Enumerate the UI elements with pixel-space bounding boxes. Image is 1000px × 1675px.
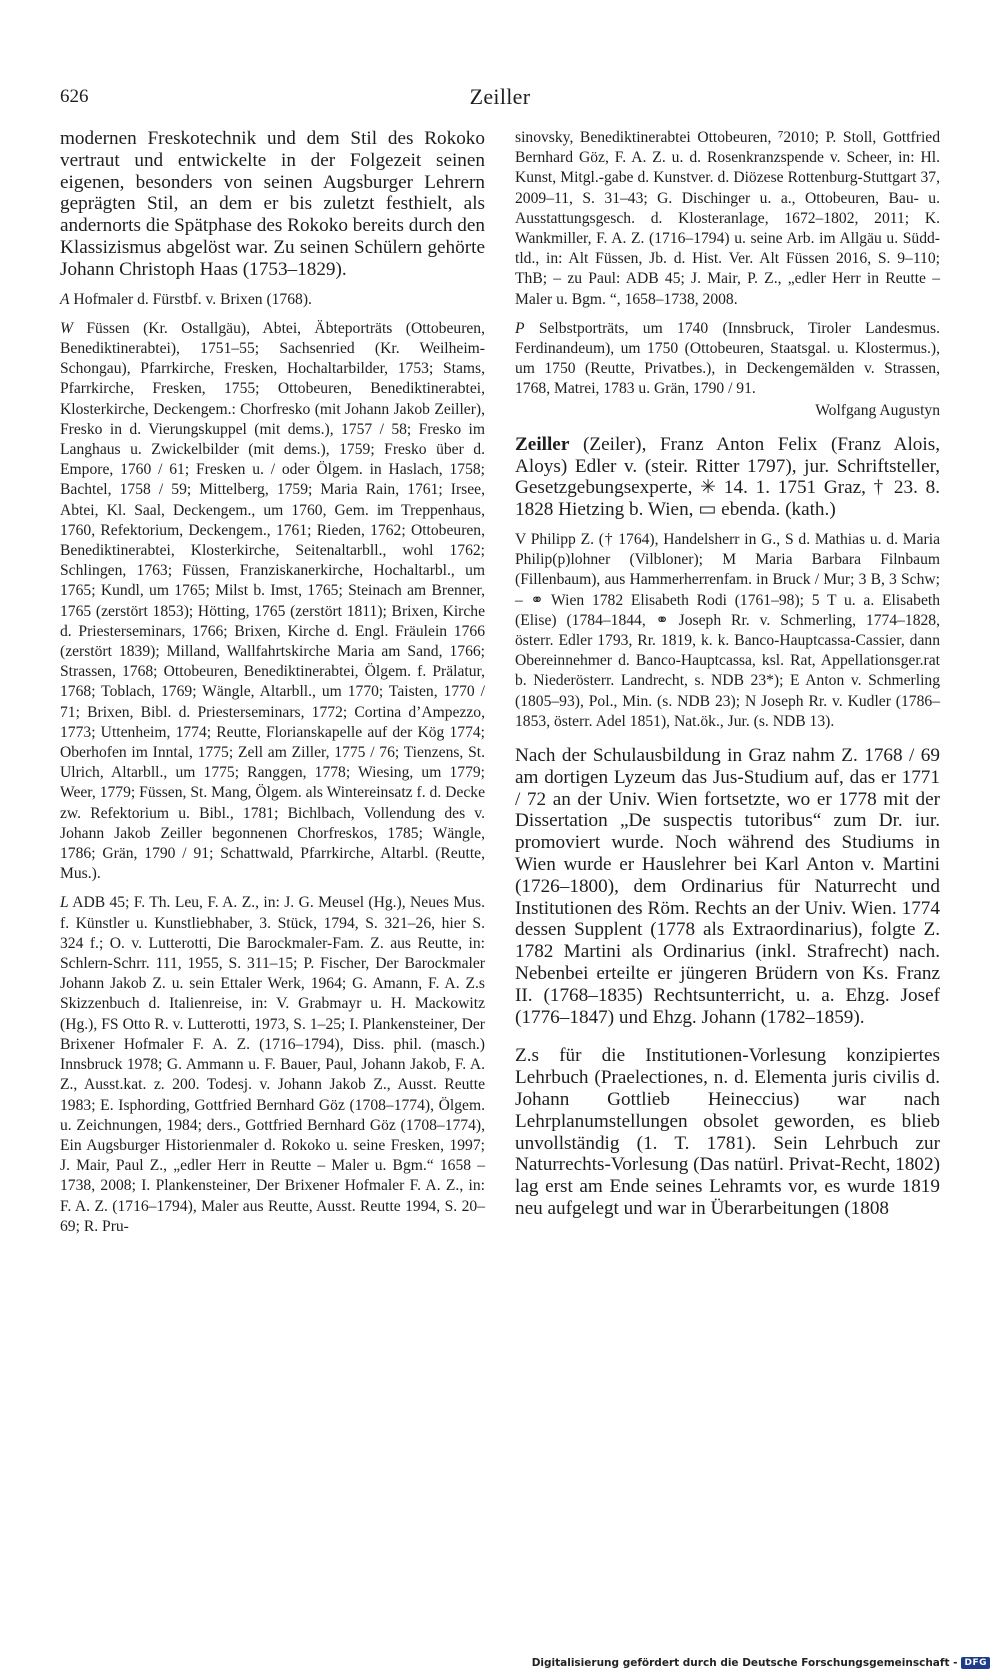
body-paragraph-2: Z.s für die Institutionen-Vorlesung konzipiertes Lehrbuch (Praelectiones, n. d. Elementa juris civilis d. Johann Gottlieb Heineccius) war nach Lehrplanumstellungen obsolet geworden, es blieb unvollständig (1. T. 1781). Sein Lehrbuch zur Naturrechts-Vorlesung (Das natürl. Privat-Recht, 1802) lag erst am Ende seines Lehramts vor, es wurde 1819 neu aufgelegt und war in Überarbeitungen (1808 — [515, 1045, 940, 1219]
article-author: Wolfgang Augustyn — [815, 401, 940, 419]
entry-heading — [515, 434, 940, 521]
footer-credit-text: Digitalisierung gefördert durch die Deutsche Forschungsgemeinschaft - — [531, 1657, 958, 1669]
section-w-text: Füssen (Kr. Ostallgäu), Abtei, Äbteporträts (Ottobeuren, Benediktinerabtei), 1751–55; Sachsenried (Kr. Weilheim-Schongau), Pfarrkirche, Fresken, Hochaltarbilder, 1753; Stams, Pfarrkirche, Fresken, 1755; Ottobeuren, Benediktinerabtei, Klosterkirche, Deckengem.: Chorfresko (mit Johann Jakob Zeiller), Fresko in d. Vierungskuppel (mit dems.), 1757 / 58; Fresko im Langhaus u. Zwickelbilder (mit dems.), 1759; Fresko über d. Empore, 1760 / 61; Fresken u. / oder Ölgem. in Haslach, 1758; Bachtel, 1758 / 59; Mittelberg, 1759; Maria Rain, 1761; Irsee, Abtei, Kl. Saal, Deckengem., um 1760, Gem. im Treppenhaus, 1760, Refektorium, Deckengem., 1761; Rieden, 1762; Ottobeuren, Benediktinerabtei, Klosterkirche, Seitenaltarbll., wohl 1762; Schlingen, 1763; Füssen, Franziskanerkirche, Hochaltarbl., um 1765; Kundl, um 1765; Milst b. Imst, 1765; Steinach am Brenner, 1765 (zerstört 1853); Hötting, 1765 (zerstört 1811); Brixen, Kirche d. Priesterseminars, 1766; Brixen, Kirche d. Engl. Fräulein 1766 (zerstört 1839); Milland, Wallfahrtskirche Maria am Sand, 1766; Strassen, 1768; Ottobeuren, Benediktinerabtei, Ölgem. f. Prälatur, 1768; Toblach, 1769; Wängle, Altarbll., um 1770; Taisten, 1770 / 71; Brixen, Bibl. d. Priesterseminars, 1772; Cortina d’Ampezzo, 1773; Uttenheim, 1774; Reutte, Florianskapelle auf der Kög 1774; Oberhofen im Inntal, 1775; Zell am Ziller, 1775 / 76; Tienzens, St. Ulrich, Altarbll., um 1775; Ranggen, 1778; Wiesing, um 1779; Weer, 1779; Füssen, St. Mang, Ölgem. als Wintereinsatz f. d. Decke zw. Refektorium u. Bibl., 1781; Bichlbach, Vollendung des v. Johann Jakob Zeiller begonnenen Chorfreskos, 1785; Wängle, 1786; Grän, 1790 / 91; Schattwald, Pfarrkirche, Altarbl. (Reutte, Mus.). — [60, 319, 485, 883]
section-p — [515, 319, 940, 400]
section-w-lead: W — [60, 319, 73, 337]
dfg-logo-icon: DFG — [961, 1657, 990, 1669]
section-a-lead: A — [60, 290, 70, 308]
footer-credit — [532, 1657, 990, 1669]
left-column — [60, 128, 485, 1237]
right-column — [515, 128, 940, 1220]
entry-heading-text: (Zeiler), Franz Anton Felix (Franz Alois, Aloys) Edler v. (steir. Ritter 1797), jur. Schriftsteller, Gesetzgebungsexperte, ✳ 14. 1. 1751 Graz, † 23. 8. 1828 Hietzing b. Wien, ▭ ebenda. (kath.) — [515, 433, 940, 521]
body-paragraph-1: Nach der Schulausbildung in Graz nahm Z. 1768 / 69 am dortigen Lyzeum das Jus-Studium auf, das er 1771 / 72 an der Univ. Wien fortsetzte, wo er 1778 mit der Dissertation „De suspectis tutoribus“ zum Dr. iur. promoviert wurde. Noch während des Studiums in Wien wurde er Hauslehrer bei Karl Anton v. Martini (1726–1800), dem Ordinarius für Naturrecht und Institutionen des Röm. Rechts an der Univ. Wien. 1774 dessen Supplent (1778 als Extraordinarius), folgte Z. 1782 Martini als Ordinarius (inkl. Strafrecht) nach. Nebenbei erteilte er jüngeren Brüdern von Ks. Franz II. (1768–1835) Rechtsunterricht, u. a. Ehzg. Josef (1776–1847) und Ehzg. Johann (1782–1859). — [515, 745, 940, 1028]
section-l — [60, 893, 485, 1236]
section-a-text: Hofmaler d. Fürstbf. v. Brixen (1768). — [69, 290, 312, 308]
running-title: Zeiller — [469, 84, 531, 109]
section-w — [60, 319, 485, 885]
entry-name: Zeiller — [515, 433, 570, 455]
section-l-text: ADB 45; F. Th. Leu, F. A. Z., in: J. G. Meusel (Hg.), Neues Mus. f. Künstler u. Kunstliebhaber, 3. Stück, 1794, S. 321–26, hier S. 324 f.; O. v. Lutterotti, Die Barockmaler-Fam. Z. aus Reutte, in: Schlern-Schrr. 111, 1955, S. 311–15; P. Fischer, Der Barockmaler Johann Jakob Z. u. sein Ettaler Werk, 1964; G. Amann, F. A. Z.s Skizzenbuch d. Italienreise, in: V. Grabmayr u. H. Mackowitz (Hg.), FS Otto R. v. Lutterotti, 1973, S. 1–25; I. Plankensteiner, Der Brixener Hofmaler F. A. Z. (1716–1794), Diss. phil. (masch.) Innsbruck 1978; G. Ammann u. F. Bauer, Paul, Johann Jakob, F. A. Z., Ausst.kat. z. 200. Todesj. v. Johann Jakob Z., Ausst. Reutte 1983; E. Isphording, Gottfried Bernhard Göz (1708–1774), Ölgem. u. Zeichnungen, 1984; ders., Gottfried Bernhard Göz (1708–1774), Ein Augsburger Historienmaler d. Rokoko u. seine Fresken, 1997; J. Mair, Paul Z., „edler Herr in Reutte – Maler u. Bgm.“ 1658 – 1738, 2008; I. Plankensteiner, Der Brixener Hofmaler F. A. Z., in: F. A. Z. (1716–1794), Maler aus Reutte, Ausst. Reutte 1994, S. 20–69; R. Pru- — [60, 894, 485, 1235]
section-l-lead: L — [60, 894, 69, 912]
section-a — [60, 290, 485, 310]
section-l-continued: sinovsky, Benediktinerabtei Ottobeuren, ⁷2010; P. Stoll, Gottfried Bernhard Göz, F. A. Z. u. d. Rosenkranzspende v. Scheer, in: Hl. Kunst, Mitgl.-gabe d. Kunstver. d. Diözese Rottenburg-Stuttgart 37, 2009–11, S. 31–43; G. Dischinger u. a., Ottobeuren, Bau- u. Ausstattungsgesch. d. Klosteranlage, 1672–1802, 2011; K. Wankmiller, F. A. Z. (1716–1794) u. seine Arb. im Allgäu u. Süddtld., in: Alt Füssen, Jb. d. Hist. Ver. Alt Füssen 2016, S. 9–110; ThB; – zu Paul: ADB 45; J. Mair, P. Z., „edler Herr in Reutte – Maler u. Bgm. “, 1658–1738, 2008. — [515, 129, 940, 308]
intro-paragraph: modernen Freskotechnik und dem Stil des Rokoko vertraut und entwickelte in der Folgezeit seinen eigenen, besonders von seinen Augsburger Lehrern geprägten Stil, an dem er bis zuletzt festhielt, als andernorts die Spätphase des Rokoko bereits durch den Klassizismus abgelöst war. Zu seinen Schülern gehörte Johann Christoph Haas (1753–1829). — [60, 128, 485, 280]
page-number: 626 — [60, 86, 89, 107]
page-header — [60, 80, 940, 110]
genealogy: V Philipp Z. († 1764), Handelsherr in G., S d. Mathias u. d. Maria Philip(p)lohner (Vilbloner); M Maria Barbara Filnbaum (Fillenbaum), aus Hammerherrenfam. in Bruck / Mur; 3 B, 3 Schw; – ⚭ Wien 1782 Elisabeth Rodi (1761–98); 5 T u. a. Elisabeth (Elise) (1784–1844, ⚭ Joseph Rr. v. Schmerling, 1774–1828, österr. Edler 1793, Rr. 1819, k. k. Banco-Hauptcassa-Cassier, dann Obereinnehmer d. Banco-Hauptcassa, ksl. Rat, Appellationsger.rat b. Niederösterr. Landrecht, s. NDB 23*); E Anton v. Schmerling (1805–93), Pol., Min. (s. NDB 23); N Joseph Rr. v. Kudler (1786–1853, österr. Adel 1851), Nat.ök., Jur. (s. NDB 13). — [515, 531, 940, 730]
section-p-lead: P — [515, 319, 525, 337]
section-p-text: Selbstporträts, um 1740 (Innsbruck, Tiroler Landesmus. Ferdinandeum), um 1750 (Ottobeuren, Staatsgal. u. Klostermus.), um 1750 (Reutte, Privatbes.), in Deckengemälden v. Strassen, 1768, Matrei, 1783 u. Grän, 1790 / 91. — [515, 319, 940, 398]
